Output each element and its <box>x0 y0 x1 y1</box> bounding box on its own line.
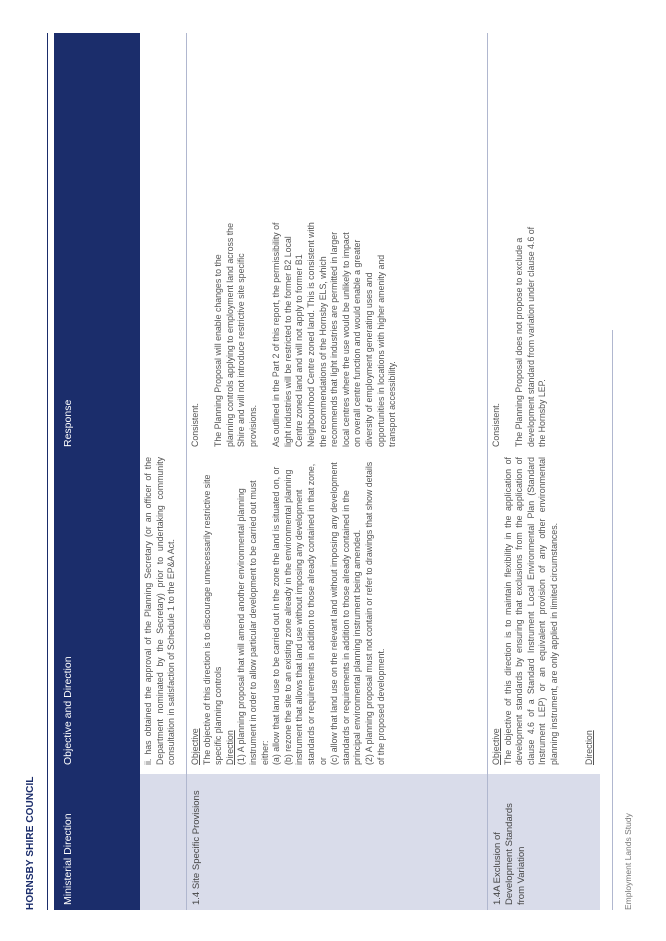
row0-direction-cell <box>140 774 186 910</box>
row1-direction-heading: Direction <box>224 730 235 765</box>
row1-direction-name: 1.4 Site Specific Provisions <box>191 790 202 905</box>
row1-response-cell <box>190 221 399 447</box>
row2-response-status: Consistent. <box>491 402 501 447</box>
header-response: Response <box>62 399 74 447</box>
row1-direction-1c: (c) allow that land use on the relevant land without imposing any development standards or requirements in addition to those already contained in the principal environmental planning instrument being amended. <box>329 462 363 765</box>
row2-direction-name: 1.4A Exclusion of Development Standards from Variation <box>492 803 527 905</box>
row2-response-cell <box>491 221 549 447</box>
row2-response-paragraph-1: The Planning Proposal does not propose to exclude a development standard from variation under clause 4.6 of the Hornsby LEP. <box>514 226 548 447</box>
row-divider <box>487 33 488 910</box>
row2-objective-heading: Objective <box>491 728 501 765</box>
row0-objective-text: ii. has obtained the approval of the Planning Secretary (or an officer of the Department nominated by the Secretary) prior to undertaking community consultation in satisfaction of Schedule 1 to the EP&A Act. <box>143 457 177 765</box>
council-name: HORNSBY SHIRE COUNCIL <box>25 776 36 910</box>
footer-rule <box>612 330 613 910</box>
header-ministerial-direction: Ministerial Direction <box>62 813 74 905</box>
row1-objective-cell <box>190 457 387 765</box>
top-rule <box>47 33 48 910</box>
row1-response-paragraph-1: The Planning Proposal will enable changes to the planning controls applying to employment land across the Shire and will not introduce restrictive site specific provisions. <box>213 223 258 447</box>
row1-direction-2: (2) A planning proposal must not contain or refer to drawings that show details of the proposed development. <box>363 461 386 765</box>
header-objective-and-direction: Objective and Direction <box>62 656 74 765</box>
row2-objective-text: The objective of this direction is to maintain flexibility in the application of development standards by ensuring that exclusions from the application of clause 4.6 of a Standard Instrument Local Environmental Plan (Standard Instrument LEP) or an equivalent provision of any other environmental planning instrument, are only applied in limited circumstances. <box>502 457 559 765</box>
row1-objective-heading: Objective <box>190 728 200 765</box>
row1-objective-text: The objective of this direction is to discourage unnecessarily restrictive site specific planning controls <box>201 474 224 765</box>
row2-direction-heading: Direction <box>583 730 594 765</box>
row1-direction-1b: (b) rezone the site to an existing zone already in the environmental planning instrument that allows that land use without imposing any development standards or requirements in addition to those already contained in that zone, or <box>282 463 328 765</box>
row1-direction-1a: (a) allow that land use to be carried out in the zone the land is situated on, or <box>271 466 282 765</box>
row-divider <box>186 33 187 910</box>
footer-text: Employment Lands Study <box>623 813 633 910</box>
row1-direction-cell <box>187 774 487 910</box>
row1-response-paragraph-2: As outlined in the Part 2 of this report, the permissibility of light industries will be restricted to the former B2 Local Centre zoned land and will not apply to former B1 Neighbourhood Centre zoned land. This is consistent with the recommendations of the Hornsby ELS, which recommends that light industries are permitted in larger local centres where the use would be unlikely to impact on overall centre function and would enable a greater diversity of employment generating uses and opportunities in locations with higher amenity and transport accessibility. <box>271 222 398 447</box>
row1-response-status: Consistent. <box>190 402 200 447</box>
row1-direction-1: (1) A planning proposal that will amend another environmental planning instrument in order to allow particular development to be carried out must either: <box>236 480 270 765</box>
row2-objective-cell <box>491 457 595 765</box>
